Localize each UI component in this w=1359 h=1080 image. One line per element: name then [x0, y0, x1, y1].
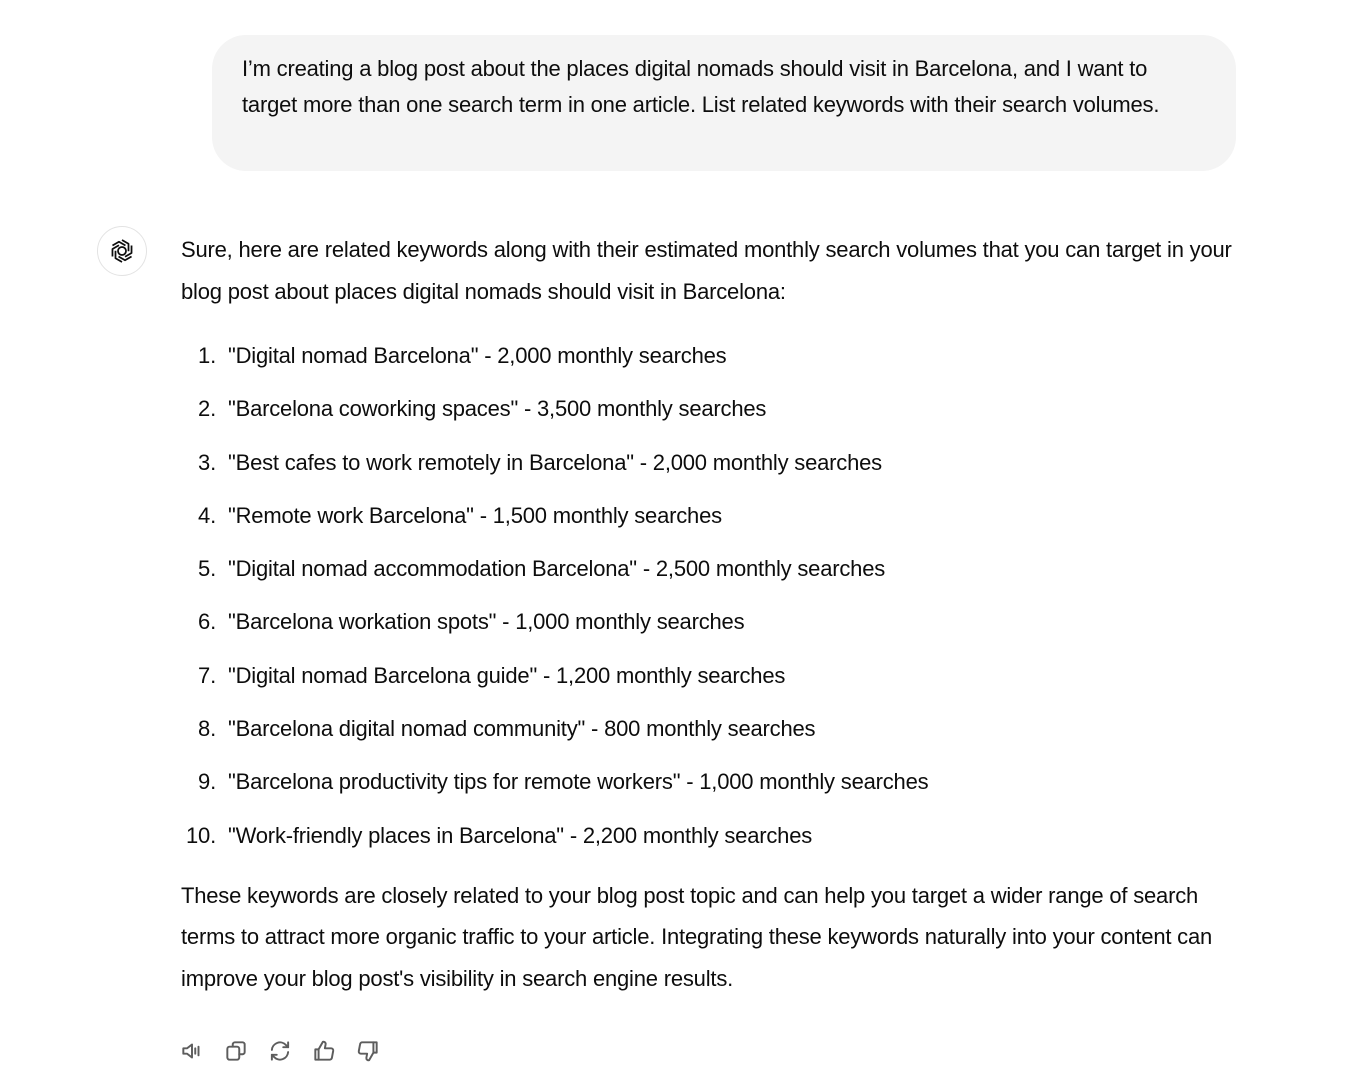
list-item [181, 502, 1241, 555]
list-item-text: "Remote work Barcelona" - 1,500 monthly searches [228, 502, 722, 528]
read-aloud-button[interactable] [176, 1036, 208, 1066]
assistant-outro: These keywords are closely related to your blog post topic and can help you target a wider range of search terms to attract more organic traffic to your article. Integrating these keywords naturally into your content can improve your blog post's visibility in search engine results. [181, 882, 1213, 991]
message-action-bar [176, 1036, 384, 1066]
list-item-text: "Barcelona workation spots" - 1,000 monthly searches [228, 609, 745, 635]
keyword-list [181, 342, 1241, 875]
copy-icon [223, 1038, 249, 1064]
list-item-text: "Barcelona productivity tips for remote workers" - 1,000 monthly searches [228, 769, 929, 795]
assistant-avatar [97, 226, 147, 276]
list-item-number: 1. [198, 343, 216, 368]
copy-button[interactable] [220, 1036, 252, 1066]
list-item-number: 10. [186, 822, 216, 848]
user-message-text: I’m creating a blog post about the places digital nomads should visit in Barcelona, and I want to target more than one search term in one article. List related keywords with their search volumes. [242, 56, 1160, 117]
list-item-text: "Best cafes to work remotely in Barcelona" - 2,000 monthly searches [228, 449, 882, 475]
user-message-bubble [212, 35, 1236, 171]
thumbs-down-button[interactable] [352, 1036, 384, 1066]
list-item-number: 2. [198, 396, 216, 422]
read-aloud-icon [179, 1038, 205, 1064]
list-item [181, 822, 1241, 875]
list-item [181, 342, 1241, 395]
list-item-number: 8. [198, 716, 216, 742]
list-item-text: "Digital nomad Barcelona guide" - 1,200 monthly searches [228, 662, 786, 688]
list-item-number: 5. [198, 556, 216, 582]
list-item [181, 555, 1241, 608]
list-item-text: "Work-friendly places in Barcelona" - 2,200 monthly searches [228, 822, 813, 848]
list-item-number: 4. [198, 502, 216, 528]
thumbs-up-icon [311, 1038, 337, 1064]
list-item [181, 715, 1241, 768]
list-item-number: 9. [198, 769, 216, 795]
thumbs-down-icon [355, 1038, 381, 1064]
list-item-number: 3. [198, 449, 216, 475]
list-item-number: 7. [198, 662, 216, 688]
openai-logo-icon [107, 236, 137, 266]
list-item [181, 449, 1241, 502]
regenerate-button[interactable] [264, 1036, 296, 1066]
regenerate-icon [267, 1038, 293, 1064]
list-item [181, 395, 1241, 448]
list-item-text: "Digital nomad accommodation Barcelona" - 2,500 monthly searches [228, 556, 886, 582]
list-item-text: "Digital nomad Barcelona" - 2,000 monthly searches [228, 343, 727, 368]
list-item [181, 768, 1241, 821]
list-item [181, 662, 1241, 715]
assistant-intro: Sure, here are related keywords along with their estimated monthly search volumes that you can target in your blog post about places digital nomads should visit in Barcelona: [181, 237, 1232, 304]
list-item-text: "Barcelona digital nomad community" - 800 monthly searches [228, 716, 816, 742]
assistant-message [181, 229, 1241, 999]
list-item [181, 608, 1241, 661]
list-item-text: "Barcelona coworking spaces" - 3,500 monthly searches [228, 396, 767, 422]
list-item-number: 6. [198, 609, 216, 635]
thumbs-up-button[interactable] [308, 1036, 340, 1066]
